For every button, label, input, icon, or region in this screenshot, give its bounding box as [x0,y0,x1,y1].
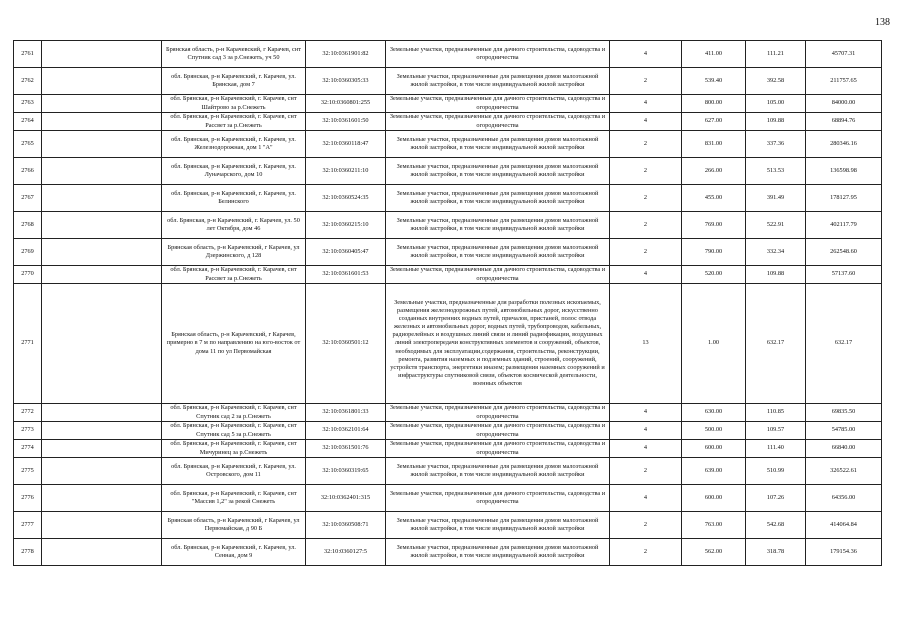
table-row [14,458,882,485]
address-cell: Брянская область, р-н Карачевский, г Карачев, снт Спутник сад 3 за р.Снежеть, уч 50 [162,41,306,68]
rate-cell: 520.00 [682,266,746,284]
rate-cell: 790.00 [682,239,746,266]
area-cell: 109.88 [746,266,806,284]
cadastral-value-cell: 262548.60 [806,239,882,266]
cadastral-value-cell: 69835.50 [806,404,882,422]
gap-cell [42,440,162,458]
table-row [14,239,882,266]
row-number: 2773 [14,422,42,440]
gap-cell [42,68,162,95]
rate-cell: 763.00 [682,512,746,539]
land-use-cell: Земельные участки, предназначенные для размещения домов малоэтажной жилой застройки, в том числе индивидуальной жилой застройки [386,239,610,266]
rate-cell: 455.00 [682,185,746,212]
gap-cell [42,539,162,566]
group-cell: 2 [610,512,682,539]
land-use-cell: Земельные участки, предназначенные для дачного строительства, садоводства и огородничества [386,440,610,458]
cadastral-number-cell: 32:10:0360305:33 [306,68,386,95]
address-cell: обл. Брянская, р-н Карачевский, г. Карачев, ул. 50 лет Октября, дом 46 [162,212,306,239]
row-number: 2776 [14,485,42,512]
cadastral-value-cell: 178127.95 [806,185,882,212]
area-cell: 332.34 [746,239,806,266]
area-cell: 109.88 [746,113,806,131]
gap-cell [42,284,162,404]
address-cell: Брянская область, р-н Карачевский, г Карачев, ул Первомайская, д 90 Б [162,512,306,539]
area-cell: 510.99 [746,458,806,485]
address-cell: обл. Брянская, р-н Карачевский, г. Карачев, снт Спутник сад 5 за р.Снежеть [162,422,306,440]
address-cell: Брянская область, р-н Карачевский, г Карачев, ул Дзержинского, д 128 [162,239,306,266]
row-number: 2761 [14,41,42,68]
area-cell: 105.00 [746,95,806,113]
group-cell: 2 [610,158,682,185]
cadastral-number-cell: 32:10:0361501:76 [306,440,386,458]
area-cell: 392.58 [746,68,806,95]
address-cell: обл. Брянская, р-н Карачевский, г. Карачев, снт Шайтрово за р.Снежеть [162,95,306,113]
group-cell: 2 [610,185,682,212]
group-cell: 4 [610,422,682,440]
land-use-cell: Земельные участки, предназначенные для разработки полезных ископаемых, размещения железнодорожных путей, автомобильных дорог, искусственно созданных внутренних водных путей, причалов, пристаней, полос отвода железных и автомобильных дорог, водных путей, трубопроводов, кабельных, радиорелейных и воздушных линий связи и линий радиофикации, воздушных линий электропередачи конструктивных элементов и сооружений, объектов, необходимых для эксплуатации,содержания, строительства, реконструкции, ремонта, развития наземных и подземных зданий, строений, сооружений, устройств транспорта, энергетики иназем; размещения наземных сооружений и инфраструктуры спутниковой связи, объектов космической деятельности, военных объектов [386,284,610,404]
rate-cell: 562.00 [682,539,746,566]
gap-cell [42,404,162,422]
group-cell: 2 [610,458,682,485]
land-use-cell: Земельные участки, предназначенные для дачного строительства, садоводства и огородничества [386,266,610,284]
cadastral-number-cell: 32:10:0360319:65 [306,458,386,485]
area-cell: 111.21 [746,41,806,68]
address-cell: обл. Брянская, р-н Карачевский, г. Карачев, ул. Брянская, дом 7 [162,68,306,95]
group-cell: 4 [610,41,682,68]
land-use-cell: Земельные участки, предназначенные для размещения домов малоэтажной жилой застройки, в том числе индивидуальной жилой застройки [386,185,610,212]
address-cell: обл. Брянская, р-н Карачевский, г. Карачев, снт "Массив 1,2" за рекой Снежеть [162,485,306,512]
area-cell: 111.40 [746,440,806,458]
address-cell: обл. Брянская, р-н Карачевский, г. Карачев, ул. Сенная, дом 9 [162,539,306,566]
cadastral-number-cell: 32:10:0360801:255 [306,95,386,113]
land-use-cell: Земельные участки, предназначенные для размещения домов малоэтажной жилой застройки, в том числе индивидуальной жилой застройки [386,458,610,485]
register-table [13,40,882,566]
address-cell: обл. Брянская, р-н Карачевский, г. Карачев, снт Рассвет за р.Снежеть [162,113,306,131]
row-number: 2766 [14,158,42,185]
land-use-cell: Земельные участки, предназначенные для дачного строительства, садоводства и огородничества [386,113,610,131]
gap-cell [42,458,162,485]
table-row [14,485,882,512]
table-row [14,113,882,131]
cadastral-number-cell: 32:10:0361901:82 [306,41,386,68]
area-cell: 110.85 [746,404,806,422]
table-row [14,131,882,158]
area-cell: 109.57 [746,422,806,440]
rate-cell: 500.00 [682,422,746,440]
table-row [14,422,882,440]
register-body [14,41,882,566]
cadastral-number-cell: 32:10:0360215:10 [306,212,386,239]
row-number: 2772 [14,404,42,422]
land-use-cell: Земельные участки, предназначенные для размещения домов малоэтажной жилой застройки, в том числе индивидуальной жилой застройки [386,539,610,566]
land-use-cell: Земельные участки, предназначенные для размещения домов малоэтажной жилой застройки, в том числе индивидуальной жилой застройки [386,68,610,95]
gap-cell [42,158,162,185]
rate-cell: 600.00 [682,440,746,458]
cadastral-value-cell: 179154.36 [806,539,882,566]
group-cell: 2 [610,68,682,95]
gap-cell [42,95,162,113]
address-cell: обл. Брянская, р-н Карачевский, г. Карачев, ул. Луначарского, дом 10 [162,158,306,185]
cadastral-value-cell: 414064.84 [806,512,882,539]
table-row [14,185,882,212]
row-number: 2775 [14,458,42,485]
land-use-cell: Земельные участки, предназначенные для дачного строительства, садоводства и огородничества [386,422,610,440]
cadastral-number-cell: 32:10:0360405:47 [306,239,386,266]
gap-cell [42,485,162,512]
rate-cell: 539.40 [682,68,746,95]
gap-cell [42,185,162,212]
table-row [14,158,882,185]
table-row [14,68,882,95]
cadastral-value-cell: 54785.00 [806,422,882,440]
cadastral-number-cell: 32:10:0360508:71 [306,512,386,539]
row-number: 2763 [14,95,42,113]
row-number: 2778 [14,539,42,566]
page-number: 138 [875,17,890,28]
group-cell: 4 [610,95,682,113]
gap-cell [42,113,162,131]
area-cell: 542.68 [746,512,806,539]
address-cell: обл. Брянская, р-н Карачевский, г. Карачев, ул. Железнодорожная, дом 1 "А" [162,131,306,158]
cadastral-number-cell: 32:10:0360118:47 [306,131,386,158]
table-row [14,41,882,68]
address-cell: Брянская область, р-н Карачевский, г Карачев, примерно в 7 м по направлению на юго-восток от дома 11 по ул Первомайская [162,284,306,404]
address-cell: обл. Брянская, р-н Карачевский, г. Карачев, снт Спутник сад 2 за р.Снежеть [162,404,306,422]
table-row [14,95,882,113]
rate-cell: 769.00 [682,212,746,239]
gap-cell [42,212,162,239]
row-number: 2770 [14,266,42,284]
gap-cell [42,266,162,284]
area-cell: 522.91 [746,212,806,239]
row-number: 2764 [14,113,42,131]
cadastral-value-cell: 66840.00 [806,440,882,458]
land-use-cell: Земельные участки, предназначенные для дачного строительства, садоводства и огородничества [386,95,610,113]
group-cell: 4 [610,404,682,422]
row-number: 2762 [14,68,42,95]
rate-cell: 1.00 [682,284,746,404]
rate-cell: 630.00 [682,404,746,422]
rate-cell: 266.00 [682,158,746,185]
cadastral-value-cell: 64356.00 [806,485,882,512]
group-cell: 2 [610,239,682,266]
row-number: 2777 [14,512,42,539]
land-use-cell: Земельные участки, предназначенные для размещения домов малоэтажной жилой застройки, в том числе индивидуальной жилой застройки [386,512,610,539]
cadastral-value-cell: 326522.61 [806,458,882,485]
row-number: 2767 [14,185,42,212]
row-number: 2768 [14,212,42,239]
table-row [14,212,882,239]
cadastral-value-cell: 136598.98 [806,158,882,185]
cadastral-number-cell: 32:10:0360127:5 [306,539,386,566]
area-cell: 632.17 [746,284,806,404]
area-cell: 337.36 [746,131,806,158]
cadastral-number-cell: 32:10:0361601:53 [306,266,386,284]
land-use-cell: Земельные участки, предназначенные для дачного строительства, садоводства и огородничества [386,485,610,512]
rate-cell: 831.00 [682,131,746,158]
cadastral-number-cell: 32:10:0360524:35 [306,185,386,212]
address-cell: обл. Брянская, р-н Карачевский, г. Карачев, снт Рассвет за р.Снежеть [162,266,306,284]
cadastral-number-cell: 32:10:0360501:12 [306,284,386,404]
group-cell: 4 [610,440,682,458]
area-cell: 513.53 [746,158,806,185]
table-row [14,266,882,284]
land-use-cell: Земельные участки, предназначенные для дачного строительства, садоводства и огородничества [386,41,610,68]
cadastral-value-cell: 84000.00 [806,95,882,113]
group-cell: 4 [610,113,682,131]
cadastral-number-cell: 32:10:0362401:315 [306,485,386,512]
rate-cell: 639.00 [682,458,746,485]
land-use-cell: Земельные участки, предназначенные для размещения домов малоэтажной жилой застройки, в том числе индивидуальной жилой застройки [386,158,610,185]
address-cell: обл. Брянская, р-н Карачевский, г. Карачев, ул. Островского, дом 11 [162,458,306,485]
rate-cell: 627.00 [682,113,746,131]
group-cell: 2 [610,212,682,239]
row-number: 2765 [14,131,42,158]
cadastral-value-cell: 57137.60 [806,266,882,284]
rate-cell: 411.00 [682,41,746,68]
cadastral-number-cell: 32:10:0360211:10 [306,158,386,185]
cadastral-number-cell: 32:10:0361601:50 [306,113,386,131]
group-cell: 4 [610,485,682,512]
table-row [14,404,882,422]
group-cell: 4 [610,266,682,284]
row-number: 2769 [14,239,42,266]
cadastral-value-cell: 280346.16 [806,131,882,158]
cadastral-number-cell: 32:10:0362101:64 [306,422,386,440]
land-use-cell: Земельные участки, предназначенные для размещения домов малоэтажной жилой застройки, в том числе индивидуальной жилой застройки [386,131,610,158]
gap-cell [42,422,162,440]
table-row [14,440,882,458]
area-cell: 318.78 [746,539,806,566]
area-cell: 107.26 [746,485,806,512]
land-use-cell: Земельные участки, предназначенные для размещения домов малоэтажной жилой застройки, в том числе индивидуальной жилой застройки [386,212,610,239]
gap-cell [42,41,162,68]
group-cell: 13 [610,284,682,404]
group-cell: 2 [610,131,682,158]
cadastral-value-cell: 402117.79 [806,212,882,239]
cadastral-value-cell: 45707.31 [806,41,882,68]
gap-cell [42,512,162,539]
group-cell: 2 [610,539,682,566]
rate-cell: 600.00 [682,485,746,512]
cadastral-value-cell: 211757.65 [806,68,882,95]
cadastral-number-cell: 32:10:0361801:33 [306,404,386,422]
row-number: 2771 [14,284,42,404]
row-number: 2774 [14,440,42,458]
gap-cell [42,131,162,158]
table-row [14,284,882,404]
rate-cell: 800.00 [682,95,746,113]
table-row [14,512,882,539]
land-use-cell: Земельные участки, предназначенные для дачного строительства, садоводства и огородничества [386,404,610,422]
cadastral-value-cell: 632.17 [806,284,882,404]
cadastral-value-cell: 68894.76 [806,113,882,131]
gap-cell [42,239,162,266]
area-cell: 391.49 [746,185,806,212]
table-row [14,539,882,566]
address-cell: обл. Брянская, р-н Карачевский, г. Карачев, ул. Белинского [162,185,306,212]
address-cell: обл. Брянская, р-н Карачевский, г. Карачев, снт Мичуринец за р.Снежеть [162,440,306,458]
